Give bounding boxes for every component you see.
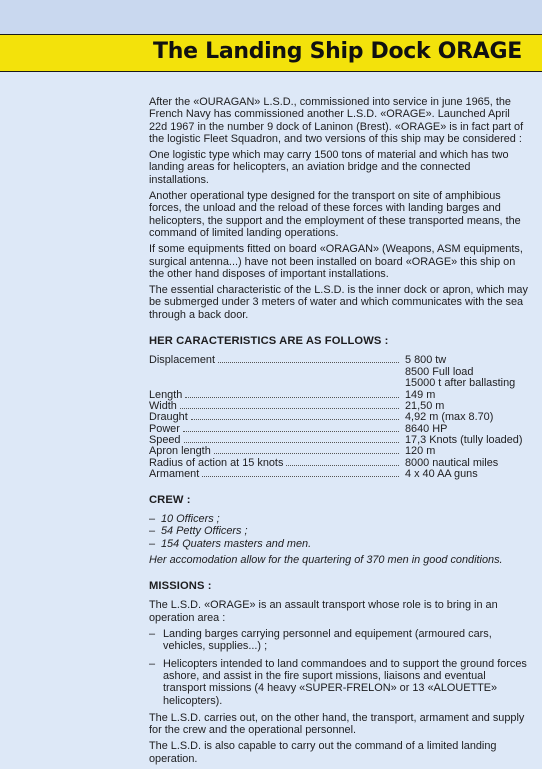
dot-leader (191, 418, 399, 420)
characteristic-row (149, 445, 529, 456)
missions-list (149, 628, 529, 707)
mission-item: – Helicopters intended to land commandoes and to support the ground forces ashore, and assist in the fire suport missions, liaisons and eventual transport missions (4 heavy «SUPER-FRELON» or 13 «ALOUETTE» helicopters). (149, 658, 529, 707)
characteristic-name: Apron length (149, 445, 211, 458)
characteristic-value: 4,92 m (max 8.70) (405, 411, 494, 424)
dot-leader (202, 475, 399, 477)
characteristic-name: Radius of action at 15 knots (149, 456, 284, 469)
mission-item: – Landing barges carrying personnel and equipement (armoured cars, vehicles, supplies...) ; (149, 628, 529, 653)
characteristic-row (149, 411, 529, 422)
document-body (149, 96, 529, 769)
intro-paragraph: After the «OURAGAN» L.S.D., commissioned into service in june 1965, the French Navy has commissioned another L.S.D. «ORAGE». Launched April 22d 1967 in the number 9 dock of Laninon (Brest). «ORAGE» is in fact part of the logistic Fleet Squadron, and two versions of this ship may be considered : (149, 96, 524, 145)
characteristic-value: 5 800 tw (405, 354, 447, 367)
characteristic-name: Draught (149, 411, 188, 424)
characteristic-value: 4 x 40 AA guns (405, 468, 478, 481)
characteristic-name: Displacement (149, 354, 215, 367)
characteristics-table (149, 354, 529, 479)
characteristic-value: 15000 t after ballasting (405, 377, 516, 390)
crew-list (149, 513, 529, 550)
characteristic-name: Power (149, 422, 180, 435)
page-title: The Landing Ship Dock ORAGE (153, 39, 522, 64)
intro-paragraph: One logistic type which may carry 1500 tons of material and which has two landing areas for helicopters, an aviation bridge and the connected installations. (149, 149, 509, 186)
characteristic-row (149, 366, 529, 377)
intro-paragraph: If some equipments fitted on board «ORAGAN» (Weapons, ASM equipments, surgical antenna...) have not been installed on board «ORAGE» this ship on the other hand disposes of important installations. (149, 243, 523, 280)
characteristic-row (149, 354, 529, 365)
crew-item: – 154 Quaters masters and men. (149, 538, 529, 550)
characteristic-value: 149 m (405, 388, 436, 401)
dot-leader (152, 374, 399, 375)
characteristic-row (149, 457, 529, 468)
characteristic-row (149, 389, 529, 400)
characteristic-value: 120 m (405, 445, 436, 458)
dot-leader (180, 407, 399, 409)
intro-paragraph: The essential characteristic of the L.S.D. is the inner dock or apron, which may be submerged under 3 meters of water and which communicates with the sea through a back door. (149, 284, 528, 321)
dot-leader (286, 464, 399, 466)
intro-section (149, 96, 529, 321)
dot-leader (185, 396, 399, 398)
characteristic-name: Armament (149, 468, 200, 481)
characteristic-value: 8500 Full load (405, 365, 474, 378)
missions-intro: The L.S.D. «ORAGE» is an assault transport whose role is to bring in an operation area : (149, 599, 498, 624)
characteristic-row (149, 400, 529, 411)
characteristic-value: 8000 nautical miles (405, 456, 499, 469)
dot-leader (184, 441, 400, 443)
characteristic-row (149, 377, 529, 388)
characteristics-heading: HER CARACTERISTICS ARE AS FOLLOWS : (149, 335, 389, 348)
dot-leader (183, 430, 399, 432)
crew-item: – 10 Officers ; (149, 513, 529, 525)
crew-note: Her accomodation allow for the quartering of 370 men in good conditions. (149, 553, 503, 566)
missions-closing: The L.S.D. is also capable to carry out the command of a limited landing operation. (149, 740, 497, 765)
intro-paragraph: Another operational type designed for the transport on site of amphibious forces, the unload and the reload of these forces with landing barges and helicopters, the support and the employment of these transported means, the command of limited landing operations. (149, 190, 521, 239)
top-margin (0, 0, 542, 34)
dot-leader (152, 385, 399, 386)
characteristic-row (149, 468, 529, 479)
characteristic-row (149, 434, 529, 445)
dot-leader (218, 361, 399, 363)
characteristic-name: Width (149, 399, 177, 412)
characteristic-value: 8640 HP (405, 422, 448, 435)
characteristic-row (149, 423, 529, 434)
dot-leader (214, 452, 399, 454)
characteristic-name: Speed (149, 434, 181, 447)
characteristic-name: Length (149, 388, 183, 401)
characteristic-value: 17,3 Knots (tully loaded) (405, 434, 523, 447)
missions-heading: MISSIONS : (149, 580, 212, 593)
crew-heading: CREW : (149, 493, 191, 506)
crew-item: – 54 Petty Officers ; (149, 525, 529, 537)
missions-closing: The L.S.D. carries out, on the other hand, the transport, armament and supply for the crew and the operational personnel. (149, 711, 525, 737)
characteristic-value: 21,50 m (405, 399, 445, 412)
